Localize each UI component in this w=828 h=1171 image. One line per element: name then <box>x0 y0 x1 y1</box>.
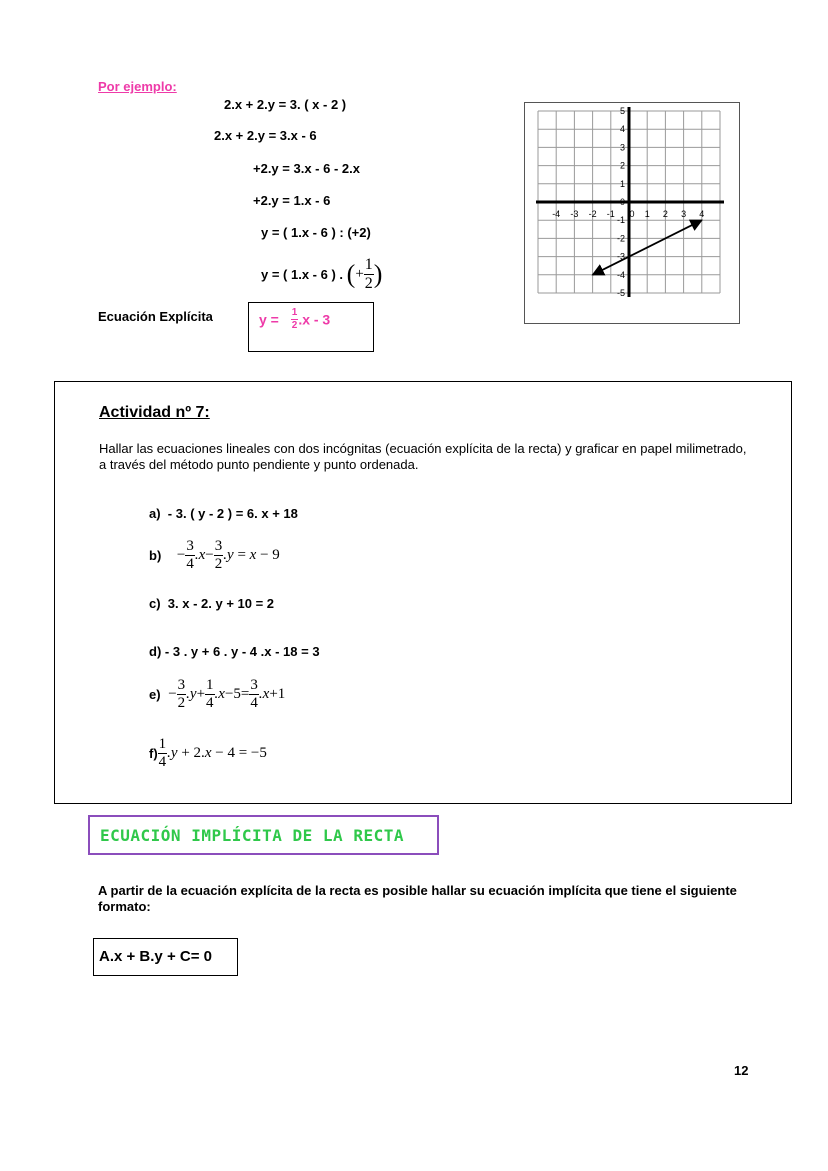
exercise-b-equation: − $\frac{3}{4}$ .x− $\frac{3}{2}$ .y = x − 9 <box>176 538 280 572</box>
e-den-1: 2 <box>177 695 186 711</box>
exercise-b-label: b) <box>149 548 162 563</box>
f-den: 4 <box>158 754 167 770</box>
y-tick-label: 3 <box>619 142 625 153</box>
exercise-c <box>149 596 274 611</box>
f-num: 1 <box>158 736 167 752</box>
b-den-2: 2 <box>214 556 223 572</box>
activity-title: Actividad nº 7: <box>99 404 210 421</box>
exercise-a-text: - 3. ( y - 2 ) = 6. x + 18 <box>167 506 298 521</box>
b-num-2: 3 <box>214 538 223 554</box>
e-num-2: 1 <box>206 677 214 693</box>
explicit-prefix: y = <box>259 311 279 328</box>
implicit-title-box <box>88 815 439 855</box>
implicit-format-box <box>93 938 238 976</box>
x-tick-label: 1 <box>644 209 650 219</box>
exercise-f-equation: $\frac{1}{4}$ .y + 2.x − 4 = −5 <box>158 736 267 770</box>
y-tick-label: -2 <box>616 233 625 244</box>
exercise-d-text: - 3 . y + 6 . y - 4 .x - 18 = 3 <box>164 644 320 659</box>
exercise-c-text: 3. x - 2. y + 10 = 2 <box>167 596 275 611</box>
example-step-1: 2.x + 2.y = 3. ( x - 2 ) <box>224 97 347 112</box>
implicit-format: A.x + B.y + C= 0 <box>99 948 212 965</box>
y-tick-label: -5 <box>616 288 625 298</box>
explicit-equation <box>259 308 330 331</box>
e-den-3: 4 <box>250 695 258 711</box>
y-tick-label: 5 <box>619 106 625 116</box>
x-tick-label: 4 <box>699 209 705 219</box>
example-step-6 <box>261 257 382 292</box>
implicit-description: A partir de la ecuación explícita de la recta es posible hallar su ecuación implícita que tiene el siguiente formato: <box>98 883 737 914</box>
y-tick-label: 0 <box>619 197 625 207</box>
x-tick-label: -1 <box>606 209 615 219</box>
explicit-equation-box <box>248 302 374 352</box>
step6-numerator: 1 <box>364 256 373 273</box>
explicit-suffix: .x - 3 <box>298 311 331 328</box>
exercise-e-equation: − $\frac{3}{2}$ .y+ $\frac{1}{4}$ .x−5= $\frac{3}{4}$ .x+1 <box>168 677 286 711</box>
activity-instructions: Hallar las ecuaciones lineales con dos incógnitas (ecuación explícita de la recta) y graficar en papel milimetrado, a través del método punto pendiente y punto ordenada. <box>99 441 747 472</box>
exercise-f <box>149 737 267 770</box>
exercise-e-label: e) <box>149 687 161 702</box>
exercise-e <box>149 678 285 711</box>
e-num-3: 3 <box>250 677 258 693</box>
x-tick-label: 0 <box>629 209 635 219</box>
example-step-5: y = ( 1.x - 6 ) : (+2) <box>261 225 371 240</box>
exercise-a <box>149 506 298 521</box>
step6-sign: + <box>355 266 364 282</box>
explicit-numerator: 1 <box>291 307 298 318</box>
x-tick-label: -3 <box>570 209 579 219</box>
exercise-d-label: d) <box>149 644 162 659</box>
step6-denominator: 2 <box>364 275 373 292</box>
x-tick-label: -2 <box>588 209 597 219</box>
y-tick-label: -4 <box>616 269 625 280</box>
page-number: 12 <box>734 1063 749 1078</box>
explicit-label: Ecuación Explícita <box>98 309 213 324</box>
y-tick-label: 2 <box>619 160 625 171</box>
b-fraction-1 <box>185 539 195 572</box>
x-tick-label: -4 <box>552 209 561 219</box>
f-fraction <box>158 737 168 770</box>
y-tick-label: 1 <box>619 178 625 189</box>
exercise-f-label: f) <box>149 746 158 761</box>
example-step-6-text: y = ( 1.x - 6 ) . <box>261 267 344 282</box>
example-step-4: +2.y = 1.x - 6 <box>253 193 331 208</box>
exercise-b <box>149 539 280 572</box>
close-paren: ) <box>373 259 383 289</box>
e-den-2: 4 <box>206 695 214 711</box>
open-paren: ( <box>346 259 356 289</box>
example-title: Por ejemplo: <box>98 79 177 94</box>
y-tick-label: 4 <box>619 124 625 135</box>
step6-fraction <box>364 257 374 292</box>
e-num-1: 3 <box>177 677 186 693</box>
implicit-title: ECUACIÓN IMPLÍCITA DE LA RECTA <box>100 826 404 845</box>
b-fraction-2 <box>214 539 224 572</box>
y-tick-label: -3 <box>616 251 625 262</box>
explicit-denominator: 2 <box>291 320 298 331</box>
x-tick-label: 3 <box>681 209 687 219</box>
b-den-1: 4 <box>186 556 194 572</box>
e-fraction-2 <box>205 678 215 711</box>
activity-box <box>54 381 792 804</box>
y-tick-label: -1 <box>616 215 625 226</box>
exercise-d <box>149 644 320 659</box>
example-step-2: 2.x + 2.y = 3.x - 6 <box>214 128 317 143</box>
x-tick-label: 2 <box>662 209 668 219</box>
b-num-1: 3 <box>186 538 194 554</box>
example-step-3: +2.y = 3.x - 6 - 2.x <box>253 161 360 176</box>
e-fraction-1 <box>177 678 187 711</box>
exercise-c-label: c) <box>149 596 161 611</box>
coordinate-graph <box>524 102 740 324</box>
e-fraction-3 <box>249 678 259 711</box>
exercise-a-label: a) <box>149 506 161 521</box>
